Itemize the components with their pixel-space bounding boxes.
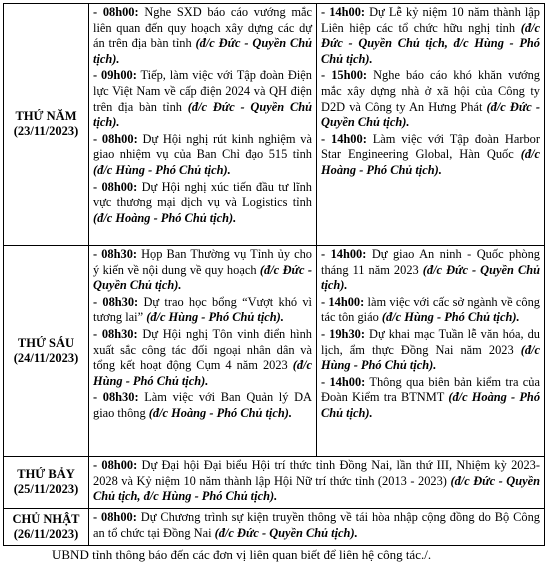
- morning-cell: [89, 4, 317, 246]
- event-text: Dự Chương trình sự kiện truyền thông về tái hòa nhập cộng đồng do Bộ Công an tổ chức tại Đồng Nai: [93, 510, 540, 540]
- day-name: CHỦ NHẬT: [12, 511, 80, 526]
- event-entry: - 09h00: Tiếp, làm việc với Tập đoàn Điện lực Việt Nam về cấp điện 2024 và QH điện trên địa bàn tỉnh (đ/c Đức - Quyền Chủ tịch).: [93, 68, 312, 130]
- event-entry: - 08h30: Dự Hội nghị Tôn vinh điển hình xuất sắc công tác đối ngoại nhân dân và tổng kết hoạt động Cụm 4 năm 2023 (đ/c Hùng - Phó Chủ tịch).: [93, 326, 312, 388]
- afternoon-cell: [317, 246, 545, 457]
- event-official: (đ/c Đức - Quyền Chủ tịch).: [214, 525, 358, 540]
- footer-notice: UBND tỉnh thông báo đến các đơn vị liên quan biết để liên hệ công tác./.: [52, 547, 432, 562]
- event-entry: - 08h00: Dự Hội nghị rút kinh nghiệm và giao nhiệm vụ của Ban Chỉ đạo 515 tỉnh (đ/c Hùng - Phó Chủ tịch).: [93, 131, 312, 177]
- event-entry: - 08h00: Nghe SXD báo cáo vướng mắc liên quan đến quy hoạch xây dựng các dự án trên địa bàn tỉnh (đ/c Đức - Quyền Chủ tịch).: [93, 5, 313, 66]
- event-entry: - 08h30: Dự trao học bổng “Vượt khó vì tương lai” (đ/c Hùng - Phó Chủ tịch).: [93, 294, 312, 325]
- event-entry: - 14h00: Dự Lễ kỷ niệm 10 năm thành lập Liên hiệp các tổ chức hữu nghị tỉnh (đ/c Đức - Quyền Chủ tịch, đ/c Hùng - Phó Chủ tịch).: [321, 5, 540, 66]
- day-date: (25/11/2023): [13, 482, 79, 496]
- day-cell: [4, 246, 89, 457]
- event-entry: - 14h00: làm việc với cấc sở ngành về công tác tôn giáo (đ/c Hùng - Phó Chủ tịch).: [321, 294, 540, 325]
- morning-cell: [89, 246, 317, 457]
- event-text: Dự Đại hội Đại biểu Hội trí thức tỉnh Đồng Nai, lần thứ III, Nhiệm kỳ 2023-2028 và Kỷ niệm 10 năm thành lập Hội Nữ trí thức tỉnh (2013 - 2023): [93, 458, 540, 488]
- event-entry: - 15h00: Nghe báo cáo khó khăn vướng mắc xây dựng nhà ở xã hội của Công ty D2D và Công ty An Hưng Phát (đ/c Đức - Quyền Chủ tịch).: [321, 68, 540, 130]
- schedule-row-sunday: [4, 509, 545, 546]
- day-date: (24/11/2023): [13, 350, 79, 365]
- event-entry: - 08h30: Làm việc với Ban Quản lý DA giao thông (đ/c Hoàng - Phó Chủ tịch).: [93, 390, 312, 420]
- day-cell: [4, 4, 89, 246]
- day-name: THỨ NĂM: [15, 109, 77, 123]
- event-entry: - 14h00: Dự giao An ninh - Quốc phòng tháng 11 năm 2023 (đ/c Đức - Quyền Chủ tịch).: [321, 247, 541, 293]
- full-day-cell: [89, 457, 545, 509]
- event-entry: - 19h30: Dự khai mạc Tuần lễ văn hóa, du lịch, ẩm thực Đồng Nai năm 2023 (đ/c Hùng - Phó Chủ tịch).: [321, 326, 540, 373]
- day-date: (23/11/2023): [13, 124, 79, 138]
- schedule-table: [3, 3, 545, 546]
- schedule-row-saturday: [4, 457, 545, 509]
- full-day-cell: [89, 509, 545, 546]
- event-entry: - 08h30: Họp Ban Thường vụ Tỉnh ủy cho ý kiến về nội dung về quy hoạch (đ/c Đức - Quyền Chủ tịch).: [93, 247, 312, 293]
- event-official: (đ/c Đức - Quyền Chủ tịch, đ/c Hùng - Phó Chủ tịch).: [93, 473, 540, 504]
- schedule-row-friday: [4, 246, 545, 457]
- day-cell: [4, 457, 89, 509]
- event-entry: - 08h00: Dự Hội nghị xúc tiến đầu tư lĩnh vực thương mại dịch vụ và Logistics tỉnh (đ/c Hoàng - Phó Chủ tịch).: [93, 179, 312, 225]
- day-cell: [4, 509, 89, 546]
- event-entry: - 14h00: Làm việc với Tập đoàn Harbor Star Engineering Global, Hàn Quốc (đ/c Hoàng - Phó Chủ tịch).: [321, 131, 540, 177]
- day-date: (26/11/2023): [13, 526, 79, 541]
- afternoon-cell: [317, 4, 545, 246]
- schedule-row-thursday: [4, 4, 545, 246]
- day-name: THỨ BẢY: [17, 467, 75, 481]
- event-time: - 08h00:: [93, 510, 137, 524]
- event-entry: - 14h00: Thông qua biên bản kiểm tra của Đoàn Kiểm tra BTNMT (đ/c Hoàng - Phó Chủ tịch).: [321, 374, 541, 420]
- day-name: THỨ SÁU: [17, 335, 75, 350]
- event-time: - 08h00:: [93, 458, 138, 472]
